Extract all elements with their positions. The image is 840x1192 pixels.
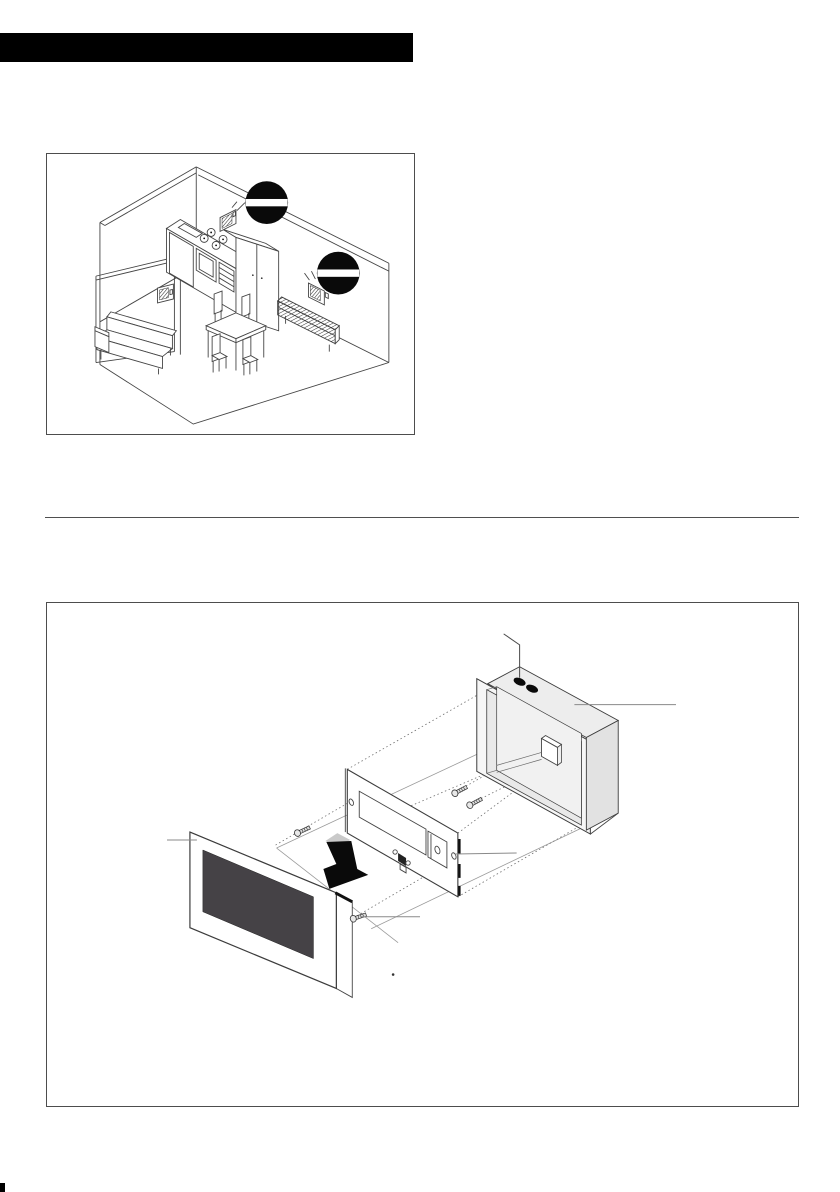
recessed-wall-box xyxy=(477,634,676,834)
mounting-frame xyxy=(345,768,516,896)
leader-mounting-frame xyxy=(455,853,517,854)
room-illustration xyxy=(47,154,414,434)
figure-installation-location xyxy=(46,153,415,435)
screw xyxy=(293,824,311,837)
radiator xyxy=(278,297,340,352)
sofa xyxy=(95,312,176,375)
prohibition-sign-icon xyxy=(245,181,288,224)
exploded-view-illustration xyxy=(47,603,798,1106)
section-divider xyxy=(45,517,799,518)
screw xyxy=(466,796,484,810)
screw xyxy=(451,784,469,798)
figure-mounting-exploded xyxy=(46,602,799,1107)
wall-monitor-kitchen xyxy=(220,202,245,232)
stray-dot xyxy=(392,973,395,976)
monitor xyxy=(167,832,352,997)
prohibition-sign-icon xyxy=(317,252,360,295)
page-corner-mark xyxy=(0,1183,5,1192)
section-title-bar xyxy=(0,33,413,62)
